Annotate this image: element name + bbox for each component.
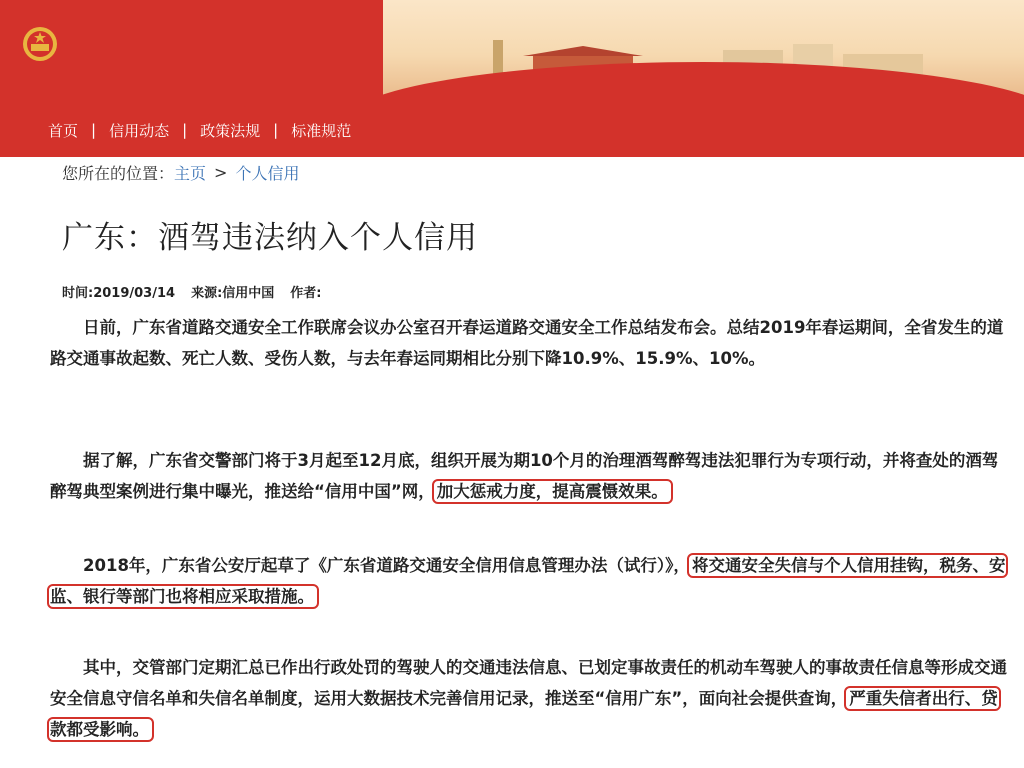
paragraph-3 bbox=[50, 550, 1010, 612]
national-emblem-icon[interactable] bbox=[22, 26, 58, 62]
nav-standards[interactable]: 标准规范 bbox=[291, 121, 352, 140]
article-author: 作者: bbox=[290, 286, 322, 301]
paragraph-2 bbox=[50, 445, 1010, 507]
nav-home[interactable]: 首页 bbox=[48, 121, 79, 140]
paragraph-4-text: 其中，交管部门定期汇总已作出行政处罚的驾驶人的交通违法信息、已划定事故责任的机动车驾驶人的事故责任信息等形成交通安全信息守信名单和失信名单制度，运用大数据技术完善信用记录，推送至“信用广东”，面向社会提供查询， bbox=[50, 658, 1007, 708]
site-header bbox=[0, 0, 1024, 157]
header-banner-image bbox=[383, 0, 1024, 100]
paragraph-4-highlight: 严重失信者出行、贷款都受影响。 bbox=[50, 689, 998, 739]
paragraph-2-highlight: 加大惩戒力度，提高震慑效果。 bbox=[436, 482, 668, 501]
breadcrumb-arrow: > bbox=[214, 162, 228, 182]
nav-separator: | bbox=[273, 121, 279, 139]
breadcrumb-home-link[interactable]: 主页 bbox=[174, 163, 207, 183]
nav-separator: | bbox=[91, 121, 97, 139]
breadcrumb-prefix: 您所在的位置： bbox=[62, 163, 175, 183]
breadcrumb bbox=[62, 161, 299, 183]
article-meta bbox=[62, 282, 337, 301]
main-nav bbox=[48, 120, 351, 140]
paragraph-4 bbox=[50, 652, 1010, 745]
breadcrumb-current-link[interactable]: 个人信用 bbox=[235, 163, 300, 183]
nav-policy[interactable]: 政策法规 bbox=[200, 121, 261, 140]
nav-separator: | bbox=[182, 121, 188, 139]
nav-credit-news[interactable]: 信用动态 bbox=[109, 121, 170, 140]
paragraph-3-text: 2018年，广东省公安厅起草了《广东省道路交通安全信用信息管理办法（试行）》， bbox=[83, 556, 690, 575]
article-time: 时间:2019/03/14 bbox=[62, 286, 176, 301]
paragraph-2-text: 据了解，广东省交警部门将于3月起至12月底，组织开展为期10个月的治理酒驾醉驾违法犯罪行为专项行动，并将查处的酒驾醉驾典型案例进行集中曝光，推送给“信用中国”网， bbox=[50, 451, 999, 501]
article-source: 来源:信用中国 bbox=[191, 286, 275, 301]
article-title: 广东：酒驾违法纳入个人信用 bbox=[62, 220, 478, 256]
paragraph-3-highlight: 将交通安全失信与个人信用挂钩，税务、安监、银行等部门也将相应采取措施。 bbox=[50, 556, 1006, 606]
paragraph-1: 日前，广东省道路交通安全工作联席会议办公室召开春运道路交通安全工作总结发布会。总结2019年春运期间，全省发生的道路交通事故起数、死亡人数、受伤人数，与去年春运同期相比分别下降10.9%、15.9%、10%。 bbox=[50, 318, 1004, 368]
